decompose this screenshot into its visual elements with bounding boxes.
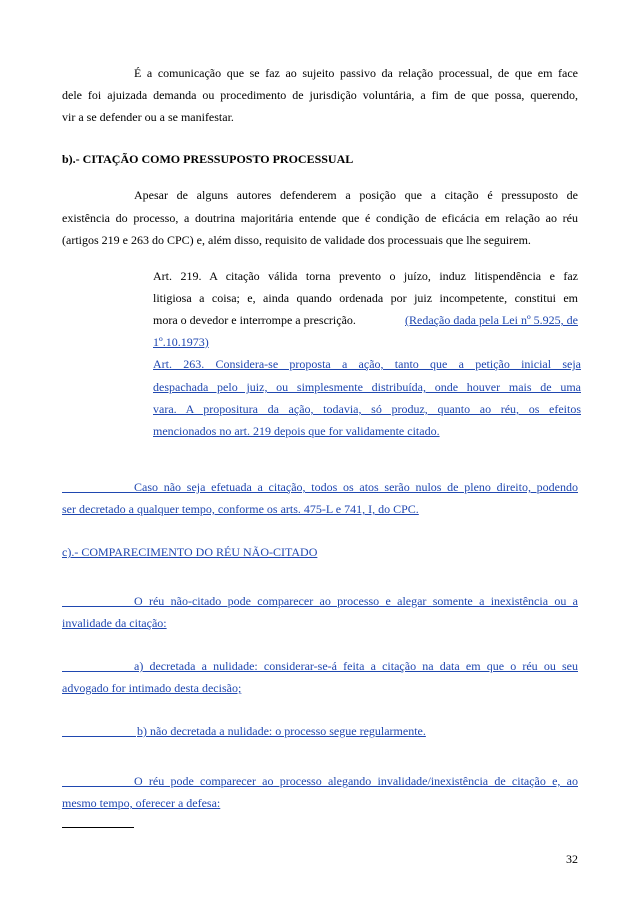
lei-5925-link-date[interactable]: 1º.10.1973) [153,335,209,349]
item-a-line-2: advogado for intimado desta decisão; [62,681,242,695]
indent-underline [62,492,134,493]
para-b-line-1: Apesar de alguns autores defenderem a posição que a citação é pressuposto de [134,188,578,202]
quote-art263-line-2[interactable]: despachada pelo juiz, ou simplesmente distribuída, onde houver mais de uma [153,380,581,394]
indent-underline [62,671,134,672]
indent-underline [62,736,136,737]
para-nulos-line-2: ser decretado a qualquer tempo, conforme os arts. 475-L e 741, I, do CPC. [62,502,419,516]
para-b-line-2: existência do processo, a doutrina majoritária entende que é condição de eficácia em relação ao réu [62,211,578,225]
para-b-line-3: (artigos 219 e 263 do CPC) e, além disso, requisito de validade dos processuais que lhe seguirem. [62,233,531,247]
trailing-underline [62,827,134,828]
lei-5925-link[interactable]: (Redação dada pela Lei nº 5.925, de [405,313,578,327]
quote-art263-line-1[interactable]: Art. 263. Considera-se proposta a ação, tanto que a petição inicial seja [153,357,581,371]
quote-art219-line-2: litigiosa a coisa; e, ainda quando ordenada por juiz incompetente, constitui em [153,291,578,305]
intro-line-1: É a comunicação que se faz ao sujeito passivo da relação processual, de que em face [134,66,578,80]
section-c-title: c).- COMPARECIMENTO DO RÉU NÃO-CITADO [62,545,318,559]
quote-art263-line-4[interactable]: mencionados no art. 219 depois que for validamente citado. [153,424,440,438]
item-b-line: b) não decretada a nulidade: o processo segue regularmente. [137,724,426,738]
para-defesa-line-2: mesmo tempo, oferecer a defesa: [62,796,221,810]
quote-art219-text: mora o devedor e interrompe a prescrição. [153,313,356,327]
quote-art219-line-3 [153,313,578,327]
indent-underline [62,606,134,607]
item-a-line-1: a) decretada a nulidade: considerar-se-á feita a citação na data em que o réu ou seu [134,659,578,673]
intro-line-2: dele foi ajuizada demanda ou procedimento de jurisdição voluntária, a fim de que possa, querendo, [62,88,578,102]
section-b-title: b).- CITAÇÃO COMO PRESSUPOSTO PROCESSUAL [62,152,354,166]
para-reu-line-1: O réu não-citado pode comparecer ao processo e alegar somente a inexistência ou a [134,594,578,608]
para-nulos-line-1: Caso não seja efetuada a citação, todos os atos serão nulos de pleno direito, podendo [134,480,578,494]
page-number: 32 [566,852,578,866]
quote-art219-line-1: Art. 219. A citação válida torna prevento o juízo, induz litispendência e faz [153,269,578,283]
para-defesa-line-1: O réu pode comparecer ao processo alegando invalidade/inexistência de citação e, ao [134,774,578,788]
indent-underline [62,786,134,787]
quote-art263-line-3[interactable]: vara. A propositura da ação, todavia, só produz, quanto ao réu, os efeitos [153,402,581,416]
para-reu-line-2: invalidade da citação: [62,616,167,630]
intro-line-3: vir a se defender ou a se manifestar. [62,110,234,124]
